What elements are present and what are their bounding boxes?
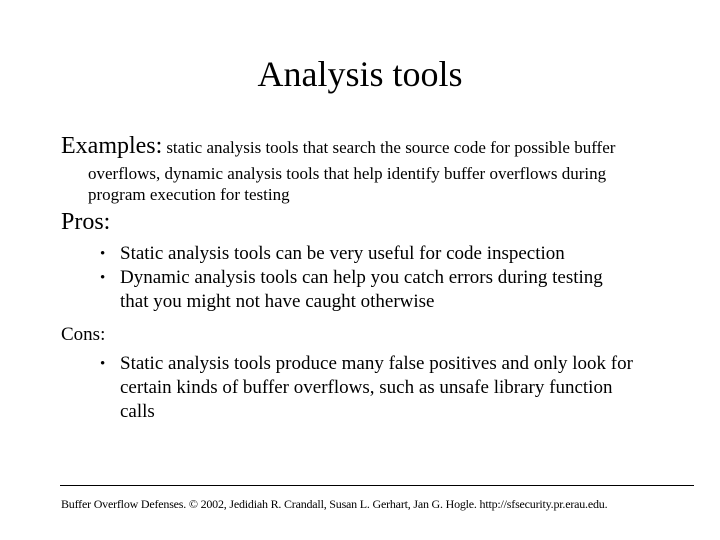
cons-item <box>100 352 680 424</box>
slide-title: Analysis tools <box>257 54 463 94</box>
pros-label: Pros: <box>61 209 111 235</box>
pros-item <box>100 242 680 266</box>
footer-divider <box>60 485 694 486</box>
pros-item-line: Dynamic analysis tools can help you catch errors during testing <box>120 267 603 288</box>
bullet-icon: • <box>100 246 106 262</box>
examples-text-line: program execution for testing <box>88 185 290 204</box>
pros-item <box>100 266 680 314</box>
pros-item-line: that you might not have caught otherwise <box>120 291 435 312</box>
pros-list <box>100 242 680 314</box>
examples-block <box>61 132 671 205</box>
cons-item-line: calls <box>120 401 155 422</box>
cons-label: Cons: <box>61 324 106 345</box>
cons-item-line: Static analysis tools produce many false positives and only look for <box>120 353 633 374</box>
footer-citation: Buffer Overflow Defenses. © 2002, Jedidiah R. Crandall, Susan L. Gerhart, Jan G. Hogle. http://sfsecurity.pr.erau.edu. <box>61 497 608 511</box>
examples-text-first: static analysis tools that search the source code for possible buffer <box>166 138 616 157</box>
pros-item-line: Static analysis tools can be very useful for code inspection <box>120 243 565 264</box>
examples-label: Examples: <box>61 133 163 159</box>
cons-list <box>100 352 680 424</box>
examples-continuation <box>61 163 671 205</box>
examples-text-line: overflows, dynamic analysis tools that help identify buffer overflows during <box>88 164 607 183</box>
examples-first-line <box>61 132 671 163</box>
cons-item-line: certain kinds of buffer overflows, such as unsafe library function <box>120 377 613 398</box>
bullet-icon: • <box>100 356 106 372</box>
bullet-icon: • <box>100 270 106 286</box>
